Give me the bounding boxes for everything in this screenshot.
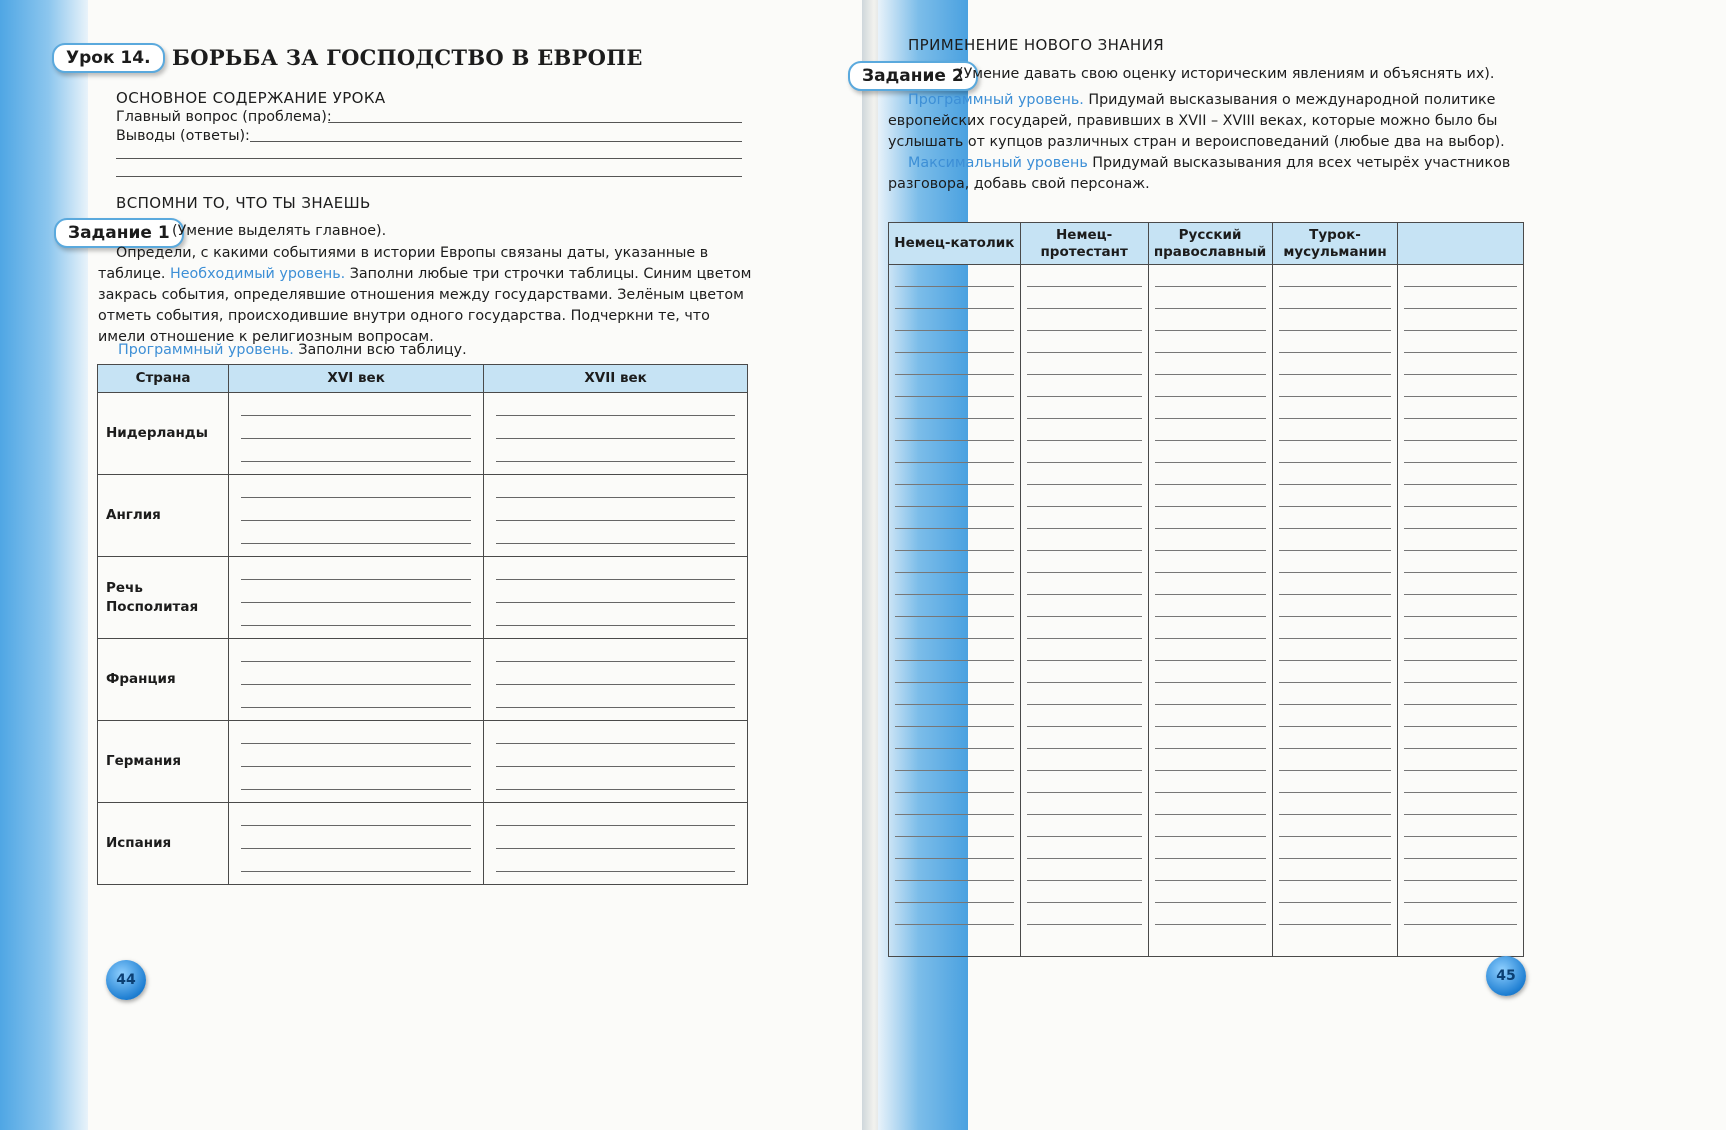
writing-line [1027,506,1142,507]
writing-line [1404,902,1517,903]
writing-line [1155,396,1266,397]
writing-line [1027,572,1142,573]
writing-line [1279,440,1392,441]
writing-line [1027,902,1142,903]
writing-line [1404,660,1517,661]
task2-max-paragraph [888,153,1528,195]
writing-line [1155,858,1266,859]
dates-table [97,364,748,885]
writing-line [895,836,1014,837]
writing-line [1027,704,1142,705]
writing-line [895,594,1014,595]
writing-line [1027,682,1142,683]
writing-line [1027,792,1142,793]
writing-line [1404,616,1517,617]
writing-line [1404,638,1517,639]
writing-line [1027,396,1142,397]
writing-line [1404,748,1517,749]
answer-column[interactable] [1020,265,1148,957]
task1-required-text: Заполни любые три строчки таблицы. Синим цветом закрась события, определявшие отношения между государствами. Зелёным цветом отметь события, происходившие внутри одного государства. Подчеркни те, что имели отношение к религиозным вопросам. [98,266,752,345]
answer-column[interactable] [889,265,1021,957]
writing-line [1279,880,1392,881]
writing-line [1404,286,1517,287]
writing-line [895,506,1014,507]
writing-line [1404,682,1517,683]
main-question-label: Главный вопрос (проблема): [116,109,332,125]
writing-line [1279,528,1392,529]
writing-line [1155,352,1266,353]
writing-line [895,616,1014,617]
answer-cell[interactable] [229,393,484,475]
writing-line [895,858,1014,859]
task2-badge: Задание 2 [848,61,978,91]
writing-line [1279,748,1392,749]
country-cell: Англия [98,475,229,557]
writing-line [1279,660,1392,661]
writing-line [1279,418,1392,419]
writing-line [895,572,1014,573]
writing-line [895,440,1014,441]
writing-line [1027,770,1142,771]
writing-line [1155,528,1266,529]
writing-line [1155,902,1266,903]
answer-column[interactable] [1398,265,1524,957]
writing-line [1155,330,1266,331]
writing-line [1155,748,1266,749]
writing-line [895,286,1014,287]
apply-heading: ПРИМЕНЕНИЕ НОВОГО ЗНАНИЯ [908,36,1165,54]
writing-line [895,814,1014,815]
writing-line [895,902,1014,903]
writing-line [1027,550,1142,551]
writing-line [1155,880,1266,881]
writing-line [1155,308,1266,309]
writing-line [895,330,1014,331]
writing-line [1279,594,1392,595]
level-program-label: Программный уровень. [908,92,1084,108]
writing-line [895,924,1014,925]
writing-line [1404,396,1517,397]
writing-line [1404,726,1517,727]
task1-program-text: Заполни всю таблицу. [298,342,467,358]
writing-line [1155,462,1266,463]
writing-line [1404,506,1517,507]
writing-line [1279,924,1392,925]
writing-line [1404,330,1517,331]
column-header: Страна [98,365,229,393]
writing-line [1404,374,1517,375]
task2-program-paragraph [888,90,1528,153]
writing-line [1279,638,1392,639]
writing-line [1027,484,1142,485]
writing-line [1404,572,1517,573]
writing-line [1155,418,1266,419]
writing-line [895,770,1014,771]
writing-line [1404,880,1517,881]
writing-line [1279,572,1392,573]
column-header: XVII век [484,365,748,393]
writing-line [895,638,1014,639]
answer-cell[interactable] [484,557,748,639]
writing-line [1155,770,1266,771]
answer-cell[interactable] [229,557,484,639]
writing-line [1027,528,1142,529]
writing-line [895,352,1014,353]
recall-heading: ВСПОМНИ ТО, ЧТО ТЫ ЗНАЕШЬ [116,194,371,212]
country-cell: Речь Посполитая [98,557,229,639]
main-content-heading: ОСНОВНОЕ СОДЕРЖАНИЕ УРОКА [116,89,386,107]
writing-line [1155,924,1266,925]
writing-line [895,660,1014,661]
writing-line [1155,682,1266,683]
writing-line [895,748,1014,749]
country-cell: Германия [98,721,229,803]
writing-line [895,396,1014,397]
writing-line [895,374,1014,375]
writing-line [1279,462,1392,463]
writing-line [1155,836,1266,837]
writing-line [1279,506,1392,507]
answer-cell[interactable] [229,721,484,803]
main-question-line[interactable] [328,122,742,123]
writing-line [1027,748,1142,749]
writing-line [1155,374,1266,375]
writing-line [1404,814,1517,815]
writing-line [895,792,1014,793]
writing-line [895,484,1014,485]
writing-line [1279,308,1392,309]
writing-line [1027,880,1142,881]
writing-line [1279,770,1392,771]
writing-line [1027,836,1142,837]
writing-line [895,880,1014,881]
country-cell: Франция [98,639,229,721]
page-number-badge: 45 [1486,956,1526,996]
writing-line [1155,814,1266,815]
writing-line [1404,418,1517,419]
writing-line [1404,462,1517,463]
writing-line [1404,770,1517,771]
writing-line [895,462,1014,463]
writing-line [1027,726,1142,727]
writing-line [1155,506,1266,507]
writing-line [1155,660,1266,661]
level-program-label: Программный уровень. [118,342,294,358]
writing-line [1404,836,1517,837]
column-header: Немец-католик [889,223,1021,265]
writing-line [1404,352,1517,353]
answer-cell[interactable] [484,721,748,803]
table-row [98,721,748,803]
writing-line [1155,572,1266,573]
merchants-table [888,222,1524,957]
writing-line [1279,682,1392,683]
page-number-badge: 44 [106,960,146,1000]
writing-line [1279,286,1392,287]
writing-line [1155,550,1266,551]
writing-line [1027,352,1142,353]
conclusions-line[interactable] [116,176,742,177]
answer-cell[interactable] [484,803,748,885]
writing-line [1027,594,1142,595]
writing-line [1155,704,1266,705]
writing-line [1027,440,1142,441]
writing-line [1155,792,1266,793]
writing-line [1027,418,1142,419]
writing-line [1155,616,1266,617]
column-header [1398,223,1524,265]
writing-line [895,418,1014,419]
answer-cell[interactable] [484,393,748,475]
writing-line [1279,352,1392,353]
writing-line [1404,308,1517,309]
table-row [98,639,748,721]
answer-cell[interactable] [484,639,748,721]
writing-line [1404,484,1517,485]
task1-program-line [118,340,467,361]
task2-skill: (Умение давать свою оценку историческим явлениям и объяснять их). [958,66,1495,82]
writing-line [895,726,1014,727]
left-page-stripe [0,0,88,1130]
writing-line [1279,550,1392,551]
writing-line [895,682,1014,683]
writing-line [1155,726,1266,727]
answer-cell[interactable] [229,475,484,557]
writing-line [1404,858,1517,859]
writing-line [1279,858,1392,859]
writing-line [1279,792,1392,793]
answer-cell[interactable] [229,803,484,885]
column-header: XVI век [229,365,484,393]
lesson-badge: Урок 14. [52,43,165,73]
answer-column[interactable] [1272,265,1398,957]
writing-line [1027,374,1142,375]
task1-intro: Определи, с какими событиями в истории Европы связаны даты, указанные в таблице. [98,245,709,282]
writing-line [1279,836,1392,837]
task1-skill: (Умение выделять главное). [172,223,387,239]
writing-line [1279,484,1392,485]
writing-line [1027,462,1142,463]
writing-line [1155,484,1266,485]
right-page [862,0,1726,1130]
conclusions-line[interactable] [116,158,742,159]
table-row [98,803,748,885]
writing-line [1027,858,1142,859]
writing-line [1155,286,1266,287]
table-row [98,393,748,475]
task2-max-text: Придумай высказывания для всех четырёх участников разговора, добавь свой персонаж. [888,155,1511,192]
writing-line [1155,594,1266,595]
writing-line [1027,286,1142,287]
conclusions-line[interactable] [250,141,742,142]
writing-line [1404,792,1517,793]
writing-line [1155,638,1266,639]
writing-line [1279,374,1392,375]
writing-line [1279,814,1392,815]
writing-line [1279,902,1392,903]
writing-line [1027,814,1142,815]
writing-line [895,308,1014,309]
writing-line [1279,616,1392,617]
lesson-title: БОРЬБА ЗА ГОСПОДСТВО В ЕВРОПЕ [172,45,643,70]
table-row [889,265,1524,957]
writing-line [1404,704,1517,705]
writing-line [895,704,1014,705]
column-header: Турок-мусульманин [1272,223,1398,265]
writing-line [1279,330,1392,331]
country-cell: Испания [98,803,229,885]
writing-line [1027,638,1142,639]
level-required-label: Необходимый уровень. [169,266,346,282]
writing-line [1404,440,1517,441]
writing-line [895,550,1014,551]
table-row [98,475,748,557]
table-row [98,557,748,639]
answer-column[interactable] [1148,265,1272,957]
task2-program-text: Придумай высказывания о международной политике европейских государей, правивших в XVII – XVIII веках, которые можно было бы услышать от купцов различных стран и вероисповеданий (любые два на выбор). [888,92,1505,150]
answer-cell[interactable] [229,639,484,721]
writing-line [1155,440,1266,441]
writing-line [1027,616,1142,617]
level-max-label: Максимальный уровень [908,155,1088,171]
answer-cell[interactable] [484,475,748,557]
country-cell: Нидерланды [98,393,229,475]
column-header: Немец-протестант [1020,223,1148,265]
conclusions-label: Выводы (ответы): [116,128,250,144]
writing-line [1279,396,1392,397]
task1-instructions [98,243,752,348]
writing-line [895,528,1014,529]
writing-line [1027,924,1142,925]
writing-line [1404,924,1517,925]
writing-line [1404,550,1517,551]
writing-line [1027,308,1142,309]
task1-badge: Задание 1 [54,218,184,248]
writing-line [1404,528,1517,529]
column-header: Русский православный [1148,223,1272,265]
writing-line [1279,726,1392,727]
writing-line [1027,330,1142,331]
writing-line [1404,594,1517,595]
writing-line [1279,704,1392,705]
writing-line [1027,660,1142,661]
